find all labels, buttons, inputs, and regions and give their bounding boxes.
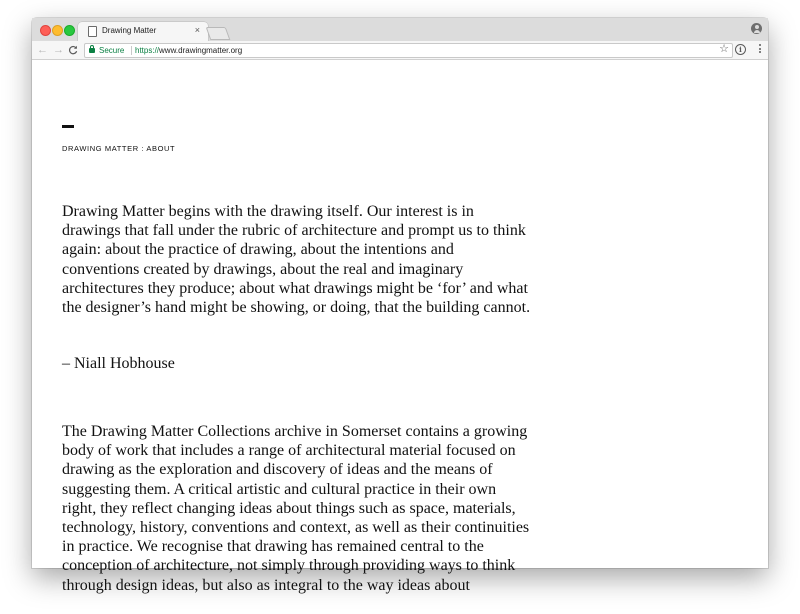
tab-close-button[interactable]: × <box>194 25 200 35</box>
close-window-button[interactable] <box>40 25 51 36</box>
new-tab-button[interactable] <box>206 27 231 40</box>
collections-paragraph: The Drawing Matter Collections archive in Somerset contains a growing body of work that includes a range of architectural material focused on drawing as the exploration and discovery of ideas and the means of suggesting them. A critical artistic and cultural practice in their own right, they reflect changing ideas about things such as space, materials, technology, history, conventions and context, as well as their continuities in practice. We recognise that drawing has remained central to the conception of architecture, not simply through providing ways to think through design ideas, but also as integral to the way ideas about <box>62 423 530 594</box>
url-host: www.drawingmatter.org <box>159 46 243 55</box>
zoom-window-button[interactable] <box>64 25 75 36</box>
address-divider <box>131 46 132 55</box>
profile-icon[interactable] <box>751 23 762 34</box>
minimize-window-button[interactable] <box>52 25 63 36</box>
lock-icon <box>89 48 95 53</box>
site-logo-mark[interactable] <box>62 125 74 128</box>
url-scheme: https:// <box>135 46 160 55</box>
browser-toolbar <box>32 41 768 60</box>
reload-icon <box>68 45 78 55</box>
forward-button[interactable]: → <box>53 44 64 56</box>
page-content <box>32 60 768 594</box>
reload-button[interactable] <box>68 42 78 60</box>
tab-strip <box>32 18 768 41</box>
address-bar[interactable] <box>84 43 733 58</box>
info-icon[interactable]: i <box>735 44 746 55</box>
menu-dots-icon[interactable] <box>759 44 761 55</box>
breadcrumb: DRAWING MATTER : ABOUT <box>62 144 176 153</box>
intro-paragraph: Drawing Matter begins with the drawing itself. Our interest is in drawings that fall under the rubric of architecture and prompt us to think again: about the practice of drawing, about the intentions and conventions created by drawings, about the real and imaginary architectures they produce; about what drawings might be ‘for’ and what the designer’s hand might be showing, or doing, that the building cannot. <box>62 203 531 317</box>
document-icon <box>88 26 97 37</box>
tab-title: Drawing Matter <box>102 26 157 35</box>
quote-attribution: – Niall Hobhouse <box>62 355 175 372</box>
browser-window <box>32 18 768 594</box>
secure-label: Secure <box>99 46 125 55</box>
back-button[interactable]: ← <box>37 44 48 56</box>
bookmark-star-icon[interactable]: ☆ <box>719 43 729 55</box>
tab-drawing-matter[interactable] <box>78 22 208 41</box>
url-text[interactable] <box>135 45 242 56</box>
